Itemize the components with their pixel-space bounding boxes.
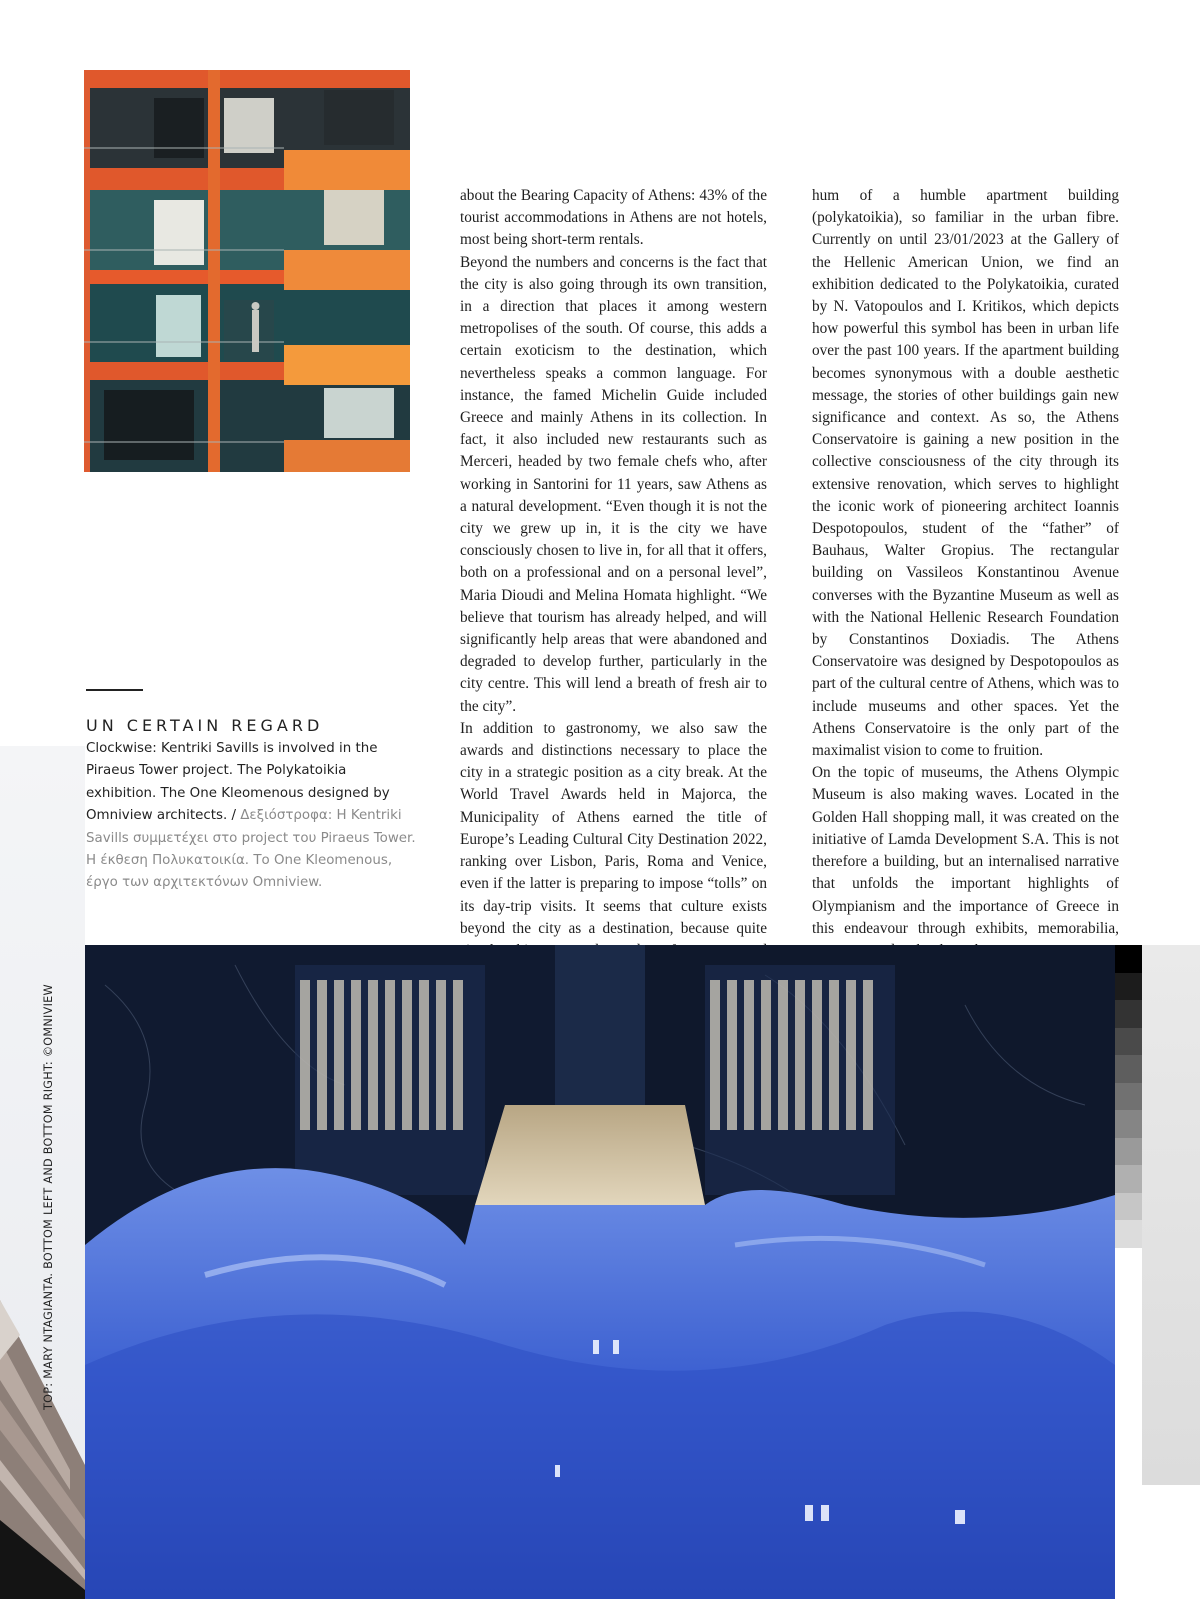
paragraph: hum of a humble apartment building (polykatoikia), so familiar in the urban fibre. Currently on until 23/01/2023 at the Gallery of the Hellenic American Union, we find an exhibition dedicated to the Polykatoikia, curated by N. Vatopoulos and I. Kritikos, which depicts how powerful this symbol has been in urban life over the past 100 years. If the apartment building becomes synonymous with a double aesthetic message, the stories of other buildings gain new significance and context. As so, the Athens Conservatoire is gaining a new position in the collective consciousness of the city through its extensive renovation, which serves to highlight the iconic work of pioneering architect Ioannis Despotopoulos, student of the “father” of Bauhaus, Walter Gropius. The rectangular building on Vassileos Konstantinou Avenue converses with the Byzantine Museum as well as with the National Hellenic Research Foundation by Constantinos Doxiadis. The Athens Conservatoire was designed by Despotopoulos as part of the cultural centre of Athens, which was to include museums and other spaces. Yet the Athens Conservatoire is the only part of the maximalist vision to come to fruition. — [812, 187, 1119, 760]
paragraph: In addition to gastronomy, we also saw the awards and distinctions necessary to place the city in a strategic position as a city break. At the World Travel Awards held in Majorca, the Municipality of Athens earned the title of Europe’s Leading Cultural City Destination 2022, ranking over Lisbon, Paris, Roma and Venice, even if the latter is preparing to impose “tolls” on its day-trip visits. It seems that culture exists beyond the city as a destination, because quite — [460, 719, 767, 937]
article-column-1 — [460, 185, 767, 984]
polykatoikia-painting — [84, 70, 410, 472]
gray-swatch — [1115, 1055, 1142, 1083]
paragraph: about the Bearing Capacity of Athens: 43% of the tourist accommodations in Athens are not hotels, most being short-term rentals. — [460, 187, 767, 249]
gray-swatch — [1115, 973, 1142, 1001]
gray-swatch — [1115, 1000, 1142, 1028]
article-column-2 — [812, 185, 1119, 962]
caption-title: UN CERTAIN REGARD — [86, 716, 324, 735]
gray-swatch — [1115, 1028, 1142, 1056]
caption-divider — [86, 689, 143, 691]
right-margin-strip — [1142, 945, 1200, 1485]
grayscale-swatch-strip — [1115, 945, 1142, 1248]
gray-swatch — [1115, 1165, 1142, 1193]
photo-credit: TOP: MARY NTAGIANTA. BOTTOM LEFT AND BOTTOM RIGHT: ©OMNIVIEW — [42, 984, 55, 1410]
gray-swatch — [1115, 1083, 1142, 1111]
olympic-museum-interior-photo — [85, 945, 1115, 1599]
gray-swatch — [1115, 1110, 1142, 1138]
gray-swatch — [1115, 1220, 1142, 1248]
gray-swatch — [1115, 1193, 1142, 1221]
caption-greek: Δεξιόστροφα: Η Kentriki Savills συμμετέχει στο project του Piraeus Tower. Η έκθεση Πολυκατοικία. Το One Kleomenous, έργο των αρχιτεκτόνων Omniview. — [86, 808, 416, 891]
gray-swatch — [1115, 1138, 1142, 1166]
paragraph: Beyond the numbers and concerns is the fact that the city is also going through its own transition, in a direction that places it among western metropolises of the south. Of course, this adds a certain exoticism to the destination, which nevertheless speaks a common language. For instance, the famed Michelin Guide included Greece and mainly Athens in its collection. In fact, it also included new restaurants such as Merceri, headed by two female chefs who, after working in Santorini for 11 years, saw Athens as a natural development. “Even though it is not the city we grew up in, it is the city we have consciously chosen to live in, for all that it offers, both on a professional and on a personal level”, Maria Dioudi and Melina Homata highlight. “We believe that tourism has already helped, and will significantly help areas that were abandoned and degraded to develop further, particularly in the city centre. This will lend a breath of fresh air to the city”. — [460, 253, 767, 715]
paragraph: On the topic of museums, the Athens Olympic Museum is also making waves. Located in the Golden Hall shopping mall, it was created on the initiative of Lamda Development S.A. This is not therefore a building, but an internalised narrative that unfolds the important highlights of Olympianism and the importance of Greece in this endeavour through exhibits, memorabilia, — [812, 764, 1119, 937]
caption-english: Clockwise: Kentriki Savills is involved in the Piraeus Tower project. The Polykatoikia exhibition. The One Kleomenous designed by Omniview architects. / — [86, 741, 390, 824]
caption-text — [86, 738, 416, 895]
gray-swatch — [1115, 945, 1142, 973]
